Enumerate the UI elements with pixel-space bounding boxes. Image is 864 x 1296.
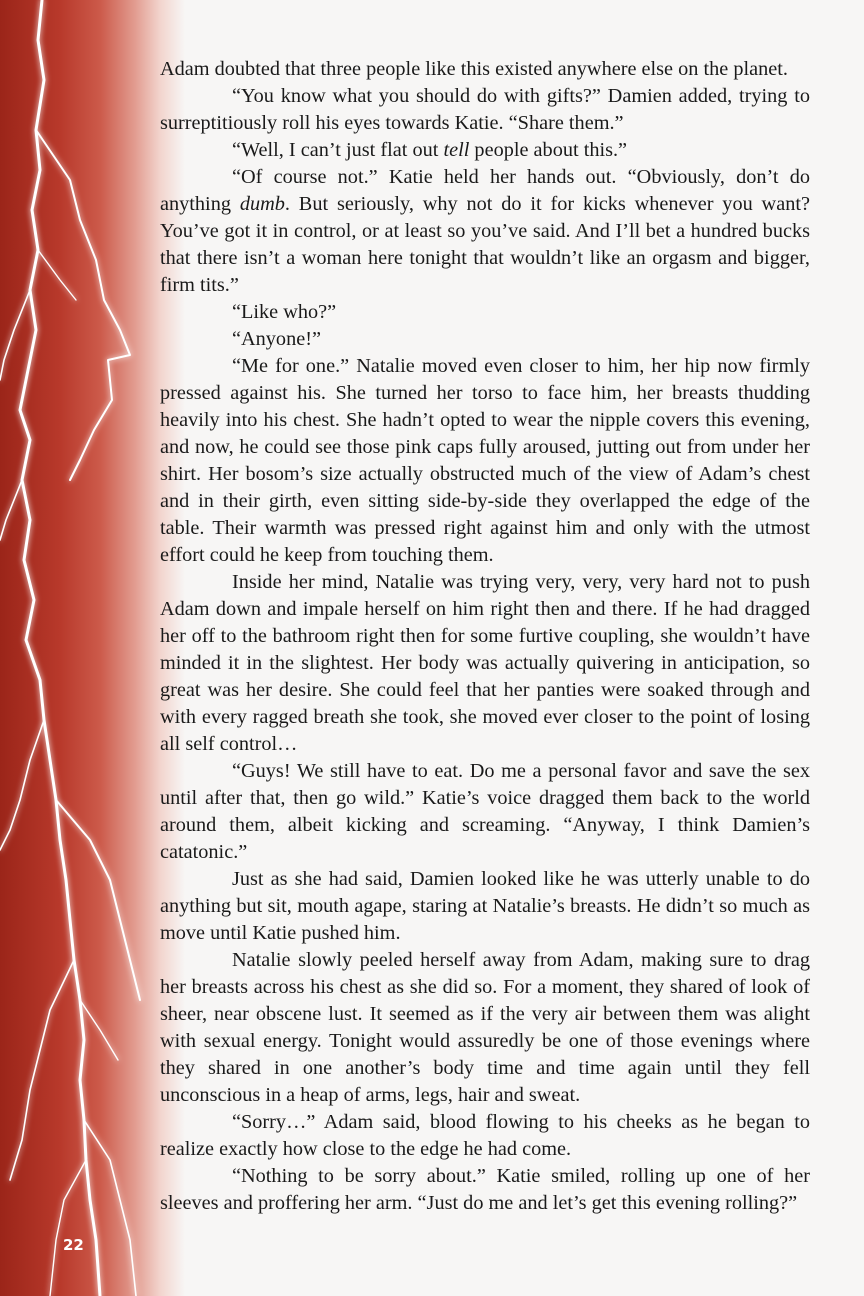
paragraph: Inside her mind, Natalie was trying very, very, very hard not to push Adam down and impale herself on him right then and there. If he had dragged her off to the bathroom right then for some furtive coupling, she wouldn’t have minded it in the slightest. Her body was actually quivering in anticipation, so great was her desire. She could feel that her panties were soaked through and with every ragged breath she took, she moved ever closer to the point of losing all self control… [160,571,810,755]
paragraph: Just as she had said, Damien looked like he was utterly unable to do anything but sit, mouth agape, staring at Natalie’s breasts. He didn’t so much as move until Katie pushed him. [160,868,810,944]
paragraph: Adam doubted that three people like this existed anywhere else on the planet. [160,58,788,80]
body-text [160,56,810,1217]
paragraph: “Me for one.” Natalie moved even closer to him, her hip now firmly pressed against his. She turned her torso to face him, her breasts thudding heavily into his chest. She hadn’t opted to wear the nipple covers this evening, and now, he could see those pink caps fully aroused, jutting out from under her shirt. Her bosom’s size actually obstructed much of the view of Adam’s chest and in their girth, even sitting side-by-side they overlapped the edge of the table. Their warmth was pressed right against him and only with the utmost effort could he keep from touching them. [160,355,810,566]
paragraph: “Well, I can’t just flat out tell people about this.” [232,139,628,161]
paragraph: Natalie slowly peeled herself away from Adam, making sure to drag her breasts across his chest as she did so. For a moment, they shared of look of sheer, near obscene lust. It seemed as if the very air between them was alight with sexual energy. Tonight would assuredly be one of those evenings where they shared in one another’s body time and time again until they fell unconscious in a heap of arms, legs, hair and sweat. [160,949,810,1106]
paragraph: “Nothing to be sorry about.” Katie smiled, rolling up one of her sleeves and proffering her arm. “Just do me and let’s get this evening rolling?” [160,1165,810,1214]
paragraph: “Sorry…” Adam said, blood flowing to his cheeks as he began to realize exactly how close to the edge he had come. [160,1111,810,1160]
page-number: 22 [63,1236,84,1254]
paragraph: “Guys! We still have to eat. Do me a personal favor and save the sex until after that, then go wild.” Katie’s voice dragged them back to the world around them, albeit kicking and screaming. “Anyway, I think Damien’s catatonic.” [160,760,810,863]
paragraph: “Of course not.” Katie held her hands out. “Obviously, don’t do anything dumb. But seriously, why not do it for kicks whenever you want? You’ve got it in control, or at least so you’ve said. And I’ll bet a hundred bucks that there isn’t a woman here tonight that wouldn’t like an orgasm and bigger, firm tits.” [160,166,810,296]
paragraph: “You know what you should do with gifts?” Damien added, trying to surreptitiously roll his eyes towards Katie. “Share them.” [160,85,810,134]
paragraph: “Like who?” [232,301,337,323]
paragraph: “Anyone!” [232,328,321,350]
